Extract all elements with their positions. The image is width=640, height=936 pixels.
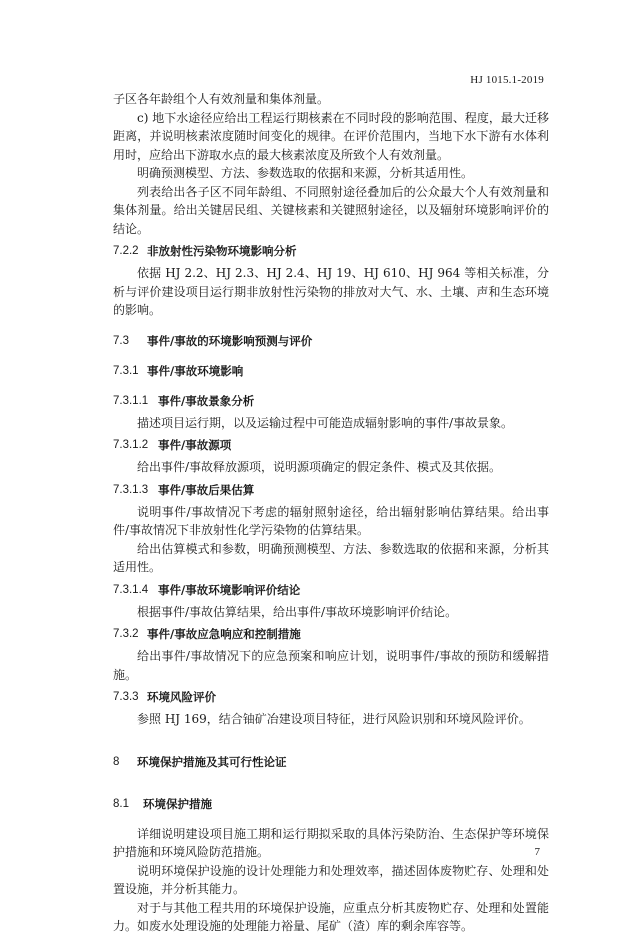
paragraph: 给出估算模式和参数，明确预测模型、方法、参数选取的依据和来源，分析其适用性。 [113, 541, 549, 574]
section-heading-7-3-1-3 [113, 481, 549, 499]
section-number: 7.3.1.2 [113, 439, 149, 451]
section-title: 事件/事故的环境影响预测与评价 [147, 333, 313, 348]
section-title: 非放射性污染物环境影响分析 [147, 244, 297, 258]
page-body [113, 90, 549, 936]
section-number: 7.3.3 [113, 691, 139, 703]
section-heading-7-3-3 [113, 688, 549, 706]
section-number: 7.3.1.3 [113, 483, 149, 496]
paragraph: 依据 HJ 2.2、HJ 2.3、HJ 2.4、HJ 19、HJ 610、HJ 964 等相关标准，分析与评价建设项目运行期非放射性污染物的排放对大气、水、土壤、声和生态环境的影响。 [113, 266, 549, 317]
paragraph: 详细说明建设项目施工期和运行期拟采取的具体污染防治、生态保护等环境保护措施和环境风险防范措施。 [113, 826, 549, 859]
section-number: 8.1 [113, 797, 129, 810]
paragraph: 描述项目运行期，以及运输过程中可能造成辐射影响的事件/事故景象。 [137, 415, 514, 430]
paragraph: 对于与其他工程共用的环境保护设施，应重点分析其废物贮存、处理和处置能力。如废水处理设施的处理能力裕量、尾矿（渣）库的剩余库容等。 [113, 900, 549, 933]
paragraph: 说明事件/事故情况下考虑的辐射照射途径，给出辐射影响估算结果。给出事件/事故情况下非放射性化学污染物的估算结果。 [113, 504, 549, 537]
section-title: 事件/事故环境影响评价结论 [158, 582, 301, 597]
section-number: 8 [113, 755, 120, 768]
section-heading-7-3-1-1 [113, 392, 549, 410]
section-heading-7-3 [113, 332, 549, 350]
section-title: 环境风险评价 [147, 690, 216, 704]
section-heading-8 [113, 753, 549, 771]
page-number: 7 [534, 846, 540, 858]
paragraph: 参照 HJ 169，结合铀矿冶建设项目特征，进行风险识别和环境风险评价。 [137, 712, 531, 726]
section-heading-7-3-2 [113, 625, 549, 643]
section-number: 7.3 [113, 334, 129, 347]
section-heading-7-3-1 [113, 362, 549, 380]
section-title: 环境保护措施 [143, 796, 212, 811]
section-title: 事件/事故景象分析 [158, 393, 255, 408]
paragraph: 给出事件/事故情况下的应急预案和响应计划，说明事件/事故的预防和缓解措施。 [113, 649, 549, 682]
section-title: 事件/事故环境影响 [147, 363, 244, 378]
paragraph: 子区各年龄组个人有效剂量和集体剂量。 [113, 92, 330, 106]
section-number: 7.3.1.4 [113, 583, 149, 596]
section-heading-7-3-1-2 [113, 436, 549, 454]
paragraph: 明确预测模型、方法、参数选取的依据和来源，分析其适用性。 [137, 166, 474, 180]
paragraph: 根据事件/事故估算结果，给出事件/事故环境影响评价结论。 [137, 604, 458, 619]
section-title: 事件/事故源项 [158, 438, 232, 452]
section-heading-7-2-2 [113, 242, 549, 260]
section-title: 环境保护措施及其可行性论证 [137, 754, 287, 769]
document-code: HJ 1015.1-2019 [470, 74, 544, 86]
section-heading-7-3-1-4 [113, 581, 549, 599]
paragraph: 列表给出各子区不同年龄组、不同照射途径叠加后的公众最大个人有效剂量和集体剂量。给出关键居民组、关键核素和关键照射途径，以及辐射环境影响评价的结论。 [113, 184, 549, 236]
section-heading-8-1 [113, 795, 549, 813]
section-number: 7.3.1.1 [113, 394, 149, 407]
section-number: 7.3.2 [113, 628, 139, 640]
section-title: 事件/事故应急响应和控制措施 [147, 627, 301, 641]
section-number: 7.3.1 [113, 364, 139, 377]
section-title: 事件/事故后果估算 [158, 482, 255, 497]
paragraph: 说明环境保护设施的设计处理能力和处理效率，描述固体废物贮存、处理和处置设施，并分析其能力。 [113, 863, 549, 896]
section-number: 7.2.2 [113, 245, 139, 257]
paragraph: c) 地下水途径应给出工程运行期核素在不同时段的影响范围、程度，最大迁移距离，并说明核素浓度随时间变化的规律。在评价范围内，当地下水下游有水体利用时，应给出下游取水点的最大核素浓度及所致个人有效剂量。 [113, 110, 549, 162]
paragraph: 给出事件/事故释放源项，说明源项确定的假定条件、模式及其依据。 [137, 460, 502, 474]
